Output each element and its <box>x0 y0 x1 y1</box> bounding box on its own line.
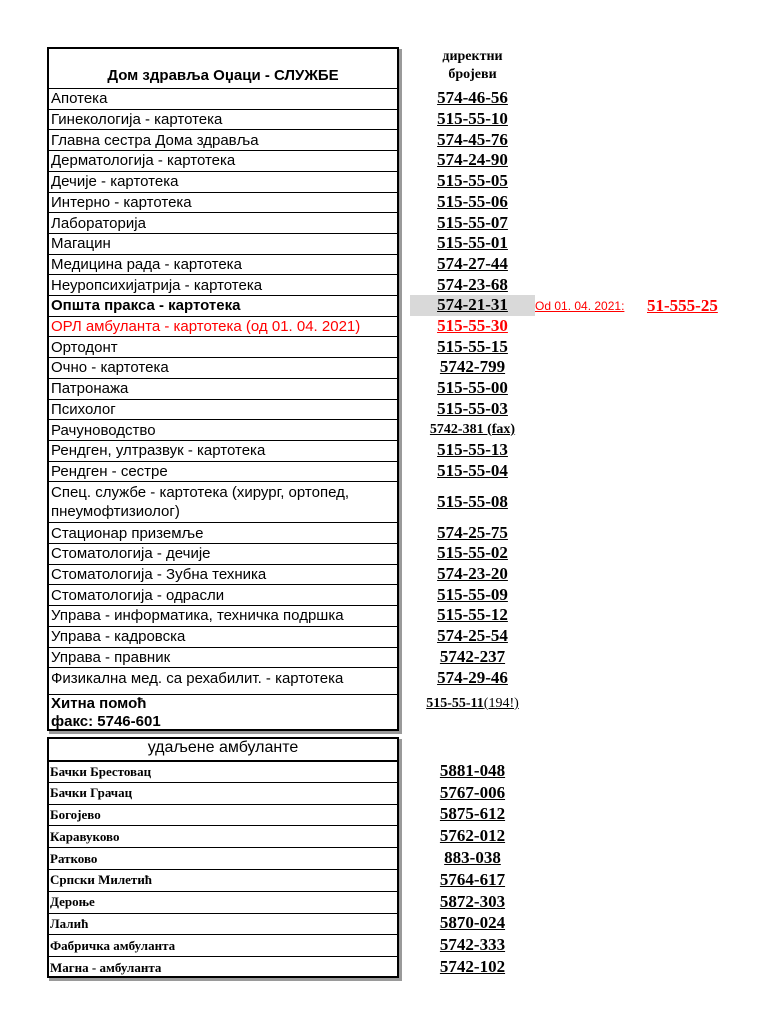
service-number: 574-23-20 <box>437 564 508 584</box>
service-number: 515-55-09 <box>437 584 508 604</box>
remote-row <box>47 825 399 847</box>
service-name: Апотека <box>51 90 108 108</box>
remote-table-shadow-bottom <box>49 978 402 981</box>
remote-clinic-number: 5870-024 <box>439 913 506 933</box>
service-name: Физикална мед. са рехабилит. - картотека <box>51 669 344 687</box>
service-number: 574-24-90 <box>437 150 508 170</box>
table-row <box>47 626 399 647</box>
remote-clinic-name: Каравуково <box>50 828 120 844</box>
numbers-column-header <box>410 48 535 84</box>
remote-row <box>47 782 399 804</box>
service-name: Спец. службе - картотека (хирург, ортопед, пнеумофтизиолог) <box>51 484 350 521</box>
emergency-extra: (194!) <box>483 696 519 711</box>
remote-row <box>47 913 399 935</box>
table-row <box>47 647 399 668</box>
service-name: Стоматологија - Зубна техника <box>51 566 267 584</box>
service-number: 515-55-13 <box>437 440 508 460</box>
service-number: 574-21-31 <box>410 295 535 316</box>
service-name: Магацин <box>51 235 111 253</box>
remote-row <box>47 956 399 978</box>
table-row <box>47 667 399 688</box>
service-name: Стоматологија - дечије <box>51 545 211 563</box>
remote-clinic-number: 5767-006 <box>439 782 506 802</box>
table-row <box>47 543 399 564</box>
table-row <box>47 399 399 420</box>
remote-clinic-number: 5875-612 <box>439 804 506 824</box>
remote-clinic-name: Ратково <box>50 850 98 866</box>
service-name: Психолог <box>51 400 116 418</box>
table-row <box>47 295 399 316</box>
remote-row <box>47 934 399 956</box>
remote-clinic-number: 5742-102 <box>439 957 506 977</box>
page-title: Дом здравља Оџаци - СЛУЖБЕ <box>107 67 339 84</box>
service-name: Патронажа <box>51 380 129 398</box>
service-number: 515-55-04 <box>437 460 508 480</box>
numbers-header-line2: бројеви <box>448 67 497 82</box>
service-name: Стационар приземље <box>51 524 204 542</box>
remote-clinic-number: 5742-333 <box>439 935 506 955</box>
remote-clinic-name: Магна - амбуланта <box>50 959 162 975</box>
service-name: Дечије - картотека <box>51 173 179 191</box>
service-number: 515-55-00 <box>437 378 508 398</box>
service-number: 515-55-08 <box>437 491 508 511</box>
remote-clinic-number: 5872-303 <box>439 891 506 911</box>
remote-row <box>47 760 399 782</box>
service-number: 574-45-76 <box>437 129 508 149</box>
emergency-number: 515-55-11 (194!) <box>426 696 519 711</box>
remote-clinic-name: Српски Милетић <box>50 872 153 888</box>
table-row <box>47 109 399 130</box>
service-number: 515-55-06 <box>437 191 508 211</box>
service-number: 574-46-56 <box>437 88 508 108</box>
new-number: 51-555-25 <box>647 296 718 315</box>
numbers-header-line1: директни <box>442 49 503 64</box>
remote-clinic-number: 5762-012 <box>439 826 506 846</box>
table-row <box>47 584 399 605</box>
service-name: Ортодонт <box>51 338 118 356</box>
service-number: 5742-381 (fax) <box>429 421 516 437</box>
table-row <box>47 316 399 337</box>
table-row <box>47 378 399 399</box>
table-row <box>47 88 399 109</box>
service-name: Очно - картотека <box>51 359 169 377</box>
service-number: 515-55-30 <box>437 316 508 336</box>
table-shadow-bottom <box>49 731 402 734</box>
service-number: 574-27-44 <box>437 253 508 273</box>
remote-clinic-name: Лалић <box>50 915 89 931</box>
remote-clinic-number: 5881-048 <box>439 760 506 780</box>
service-number: 515-55-07 <box>437 212 508 232</box>
service-name: Гинекологија - картотека <box>51 111 223 129</box>
remote-clinic-number: 5764-617 <box>439 869 506 889</box>
service-name: Рендген, ултразвук - картотека <box>51 442 266 460</box>
service-number: 515-55-05 <box>437 171 508 191</box>
service-name: Главна сестра Дома здравља <box>51 131 259 149</box>
service-number: 515-55-12 <box>437 605 508 625</box>
table-row <box>47 481 399 522</box>
service-name: Рендген - сестре <box>51 462 168 480</box>
table-row <box>47 522 399 543</box>
service-number: 515-55-01 <box>437 233 508 253</box>
remote-clinic-name: Бачки Брестовац <box>50 763 152 779</box>
service-name: Општа пракса - картотека <box>51 297 241 315</box>
service-number: 515-55-10 <box>437 109 508 129</box>
remote-row <box>47 869 399 891</box>
service-name: Управа - правник <box>51 648 171 666</box>
table-row <box>47 461 399 482</box>
table-row <box>47 419 399 440</box>
table-row <box>47 212 399 233</box>
table-row <box>47 274 399 295</box>
remote-row <box>47 891 399 913</box>
service-name: Стоматологија - одрасли <box>51 586 225 604</box>
table-row <box>47 171 399 192</box>
table-row <box>47 357 399 378</box>
remote-clinic-number: 883-038 <box>444 848 501 868</box>
service-number: 574-23-68 <box>437 274 508 294</box>
service-name: Лабораторија <box>51 214 146 232</box>
remote-clinic-name: Богојево <box>50 806 101 822</box>
emergency-fax: факс: 5746-601 <box>51 713 161 730</box>
emergency-row <box>47 694 399 731</box>
service-number: 5742-237 <box>439 646 506 666</box>
remote-row <box>47 804 399 826</box>
service-number: 5742-799 <box>439 357 506 377</box>
table-row <box>47 605 399 626</box>
remote-clinic-name: Дероње <box>50 894 95 910</box>
service-name: ОРЛ амбуланта - картотека (од 01. 04. 2021) <box>51 318 361 336</box>
service-name: Рачуноводство <box>51 421 156 439</box>
remote-clinic-name: Фабричка амбуланта <box>50 937 176 953</box>
table-row <box>47 192 399 213</box>
table-row <box>47 254 399 275</box>
service-name: Медицина рада - картотека <box>51 255 242 273</box>
remote-clinic-name: Бачки Грачац <box>50 785 133 801</box>
change-note: Od 01. 04. 2021: <box>535 299 625 313</box>
table-shadow <box>399 49 402 733</box>
emergency-label: Хитна помоћ <box>51 695 147 712</box>
service-name: Управа - информатика, техничка подршка <box>51 607 344 625</box>
service-number: 515-55-02 <box>437 543 508 563</box>
remote-table-shadow <box>399 739 402 980</box>
service-name: Интерно - картотека <box>51 193 192 211</box>
service-name: Неуропсихијатрија - картотека <box>51 276 263 294</box>
table-row <box>47 336 399 357</box>
service-name: Управа - кадровска <box>51 628 186 646</box>
table-row <box>47 150 399 171</box>
service-name: Дерматологија - картотека <box>51 152 236 170</box>
service-number: 515-55-15 <box>437 336 508 356</box>
table-row <box>47 233 399 254</box>
service-number: 515-55-03 <box>437 398 508 418</box>
service-number: 574-25-54 <box>437 626 508 646</box>
table-row <box>47 564 399 585</box>
table-row <box>47 129 399 150</box>
table-row <box>47 440 399 461</box>
service-number: 574-25-75 <box>437 522 508 542</box>
service-number: 574-29-46 <box>437 667 508 687</box>
remote-clinics-title: удаљене амбуланте <box>147 739 299 756</box>
remote-row <box>47 847 399 869</box>
